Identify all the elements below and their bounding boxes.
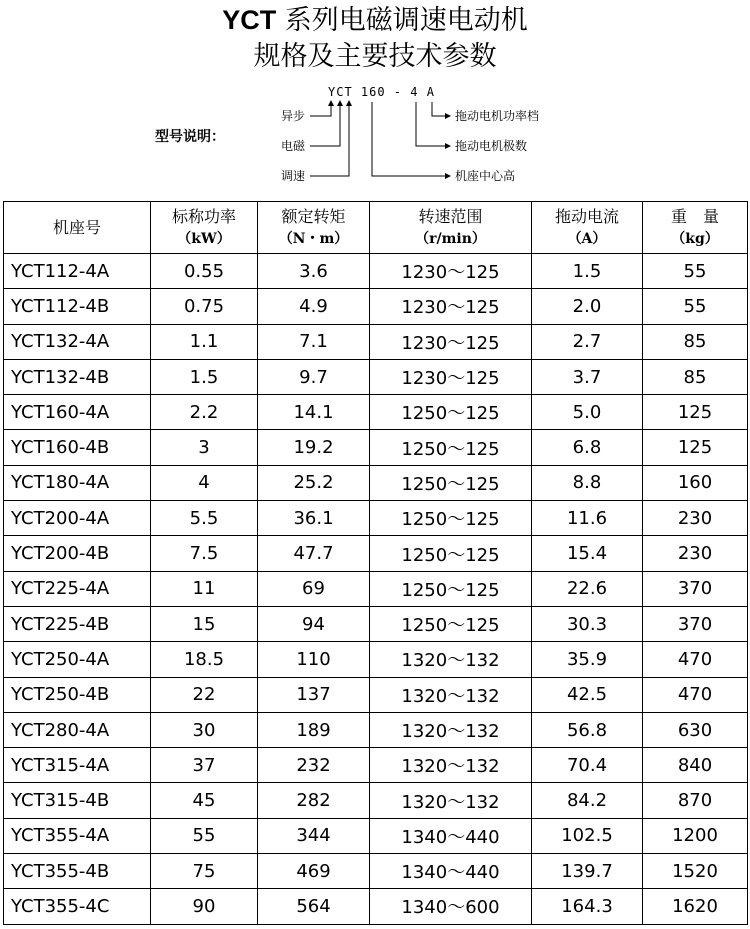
table-row — [4, 571, 748, 606]
cell-power: 90 — [151, 889, 258, 924]
table-body — [4, 254, 748, 925]
header-torque: 额定转矩 （N・m） — [258, 202, 370, 254]
cell-current: 8.8 — [532, 465, 643, 500]
cell-model: YCT355-4C — [4, 889, 151, 924]
cell-current: 42.5 — [532, 677, 643, 712]
cell-model: YCT225-4A — [4, 571, 151, 606]
table-row — [4, 677, 748, 712]
cell-current: 70.4 — [532, 748, 643, 783]
table-row — [4, 359, 748, 394]
cell-current: 3.7 — [532, 359, 643, 394]
table-row — [4, 254, 748, 289]
cell-speed: 1250～125 — [370, 395, 532, 430]
cell-torque: 4.9 — [258, 289, 370, 324]
table-header-row — [4, 202, 748, 254]
cell-weight: 230 — [643, 536, 748, 571]
cell-current: 2.7 — [532, 324, 643, 359]
cell-power: 11 — [151, 571, 258, 606]
cell-speed: 1230～125 — [370, 254, 532, 289]
cell-current: 102.5 — [532, 818, 643, 853]
cell-speed: 1250～125 — [370, 536, 532, 571]
cell-current: 164.3 — [532, 889, 643, 924]
cell-model: YCT250-4B — [4, 677, 151, 712]
table-row — [4, 606, 748, 641]
cell-torque: 282 — [258, 783, 370, 818]
table-row — [4, 501, 748, 536]
model-code-example: YCT 160 - 4 A — [328, 85, 435, 99]
cell-power: 4 — [151, 465, 258, 500]
table-row — [4, 712, 748, 747]
cell-power: 15 — [151, 606, 258, 641]
cell-current: 30.3 — [532, 606, 643, 641]
cell-torque: 3.6 — [258, 254, 370, 289]
cell-speed: 1320～132 — [370, 748, 532, 783]
label-frame-height: 机座中心高 — [455, 169, 516, 183]
table-row — [4, 395, 748, 430]
cell-current: 56.8 — [532, 712, 643, 747]
cell-speed: 1250～125 — [370, 606, 532, 641]
cell-power: 75 — [151, 854, 258, 889]
cell-torque: 69 — [258, 571, 370, 606]
label-pole-count: 拖动电机极数 — [455, 139, 528, 153]
cell-speed: 1250～125 — [370, 430, 532, 465]
cell-power: 22 — [151, 677, 258, 712]
cell-current: 139.7 — [532, 854, 643, 889]
cell-speed: 1320～132 — [370, 783, 532, 818]
table-row — [4, 748, 748, 783]
cell-torque: 9.7 — [258, 359, 370, 394]
cell-weight: 230 — [643, 501, 748, 536]
title-line1-text: 系列电磁调速电动机 — [276, 5, 528, 36]
cell-weight: 870 — [643, 783, 748, 818]
cell-speed: 1230～125 — [370, 324, 532, 359]
cell-model: YCT160-4A — [4, 395, 151, 430]
table-row — [4, 818, 748, 853]
cell-weight: 125 — [643, 430, 748, 465]
cell-model: YCT160-4B — [4, 430, 151, 465]
cell-power: 55 — [151, 818, 258, 853]
cell-torque: 564 — [258, 889, 370, 924]
cell-weight: 1620 — [643, 889, 748, 924]
cell-power: 3 — [151, 430, 258, 465]
cell-model: YCT315-4B — [4, 783, 151, 818]
model-explanation — [0, 82, 750, 194]
cell-weight: 85 — [643, 359, 748, 394]
cell-weight: 1520 — [643, 854, 748, 889]
cell-power: 30 — [151, 712, 258, 747]
cell-model: YCT200-4B — [4, 536, 151, 571]
cell-power: 37 — [151, 748, 258, 783]
cell-power: 1.5 — [151, 359, 258, 394]
cell-speed: 1320～132 — [370, 642, 532, 677]
cell-speed: 1340～600 — [370, 889, 532, 924]
table-row — [4, 430, 748, 465]
table-row — [4, 465, 748, 500]
cell-power: 18.5 — [151, 642, 258, 677]
cell-power: 1.1 — [151, 324, 258, 359]
label-power-grade: 拖动电机功率档 — [455, 109, 540, 123]
cell-current: 1.5 — [532, 254, 643, 289]
cell-weight: 470 — [643, 642, 748, 677]
cell-weight: 1200 — [643, 818, 748, 853]
cell-model: YCT200-4A — [4, 501, 151, 536]
cell-model: YCT280-4A — [4, 712, 151, 747]
cell-current: 15.4 — [532, 536, 643, 571]
cell-torque: 94 — [258, 606, 370, 641]
cell-current: 35.9 — [532, 642, 643, 677]
cell-current: 11.6 — [532, 501, 643, 536]
cell-current: 5.0 — [532, 395, 643, 430]
cell-weight: 370 — [643, 606, 748, 641]
table-row — [4, 536, 748, 571]
cell-weight: 55 — [643, 254, 748, 289]
cell-weight: 470 — [643, 677, 748, 712]
table-row — [4, 783, 748, 818]
cell-speed: 1230～125 — [370, 359, 532, 394]
cell-speed: 1250～125 — [370, 465, 532, 500]
cell-torque: 7.1 — [258, 324, 370, 359]
cell-torque: 110 — [258, 642, 370, 677]
header-frame: 机座号 — [4, 202, 151, 254]
label-tiaosu: 调速 — [281, 169, 306, 183]
cell-model: YCT112-4A — [4, 254, 151, 289]
header-current: 拖动电流 （A） — [532, 202, 643, 254]
cell-power: 2.2 — [151, 395, 258, 430]
cell-power: 5.5 — [151, 501, 258, 536]
header-weight: 重 量 （kg） — [643, 202, 748, 254]
header-speed-range: 转速范围 （r/min） — [370, 202, 532, 254]
cell-torque: 47.7 — [258, 536, 370, 571]
cell-weight: 55 — [643, 289, 748, 324]
cell-weight: 370 — [643, 571, 748, 606]
cell-speed: 1250～125 — [370, 501, 532, 536]
cell-model: YCT315-4A — [4, 748, 151, 783]
cell-model: YCT225-4B — [4, 606, 151, 641]
cell-speed: 1250～125 — [370, 571, 532, 606]
table-row — [4, 642, 748, 677]
cell-power: 45 — [151, 783, 258, 818]
cell-power: 7.5 — [151, 536, 258, 571]
cell-speed: 1340～440 — [370, 818, 532, 853]
cell-weight: 125 — [643, 395, 748, 430]
cell-torque: 469 — [258, 854, 370, 889]
table-row — [4, 289, 748, 324]
cell-torque: 232 — [258, 748, 370, 783]
cell-weight: 160 — [643, 465, 748, 500]
header-power: 标称功率 （kW） — [151, 202, 258, 254]
table-row — [4, 324, 748, 359]
title-prefix: YCT — [222, 5, 277, 35]
cell-torque: 189 — [258, 712, 370, 747]
cell-weight: 840 — [643, 748, 748, 783]
cell-current: 22.6 — [532, 571, 643, 606]
cell-current: 84.2 — [532, 783, 643, 818]
label-dianci: 电磁 — [281, 139, 306, 153]
spec-table — [3, 201, 748, 925]
table-row — [4, 889, 748, 924]
table-row — [4, 854, 748, 889]
cell-torque: 137 — [258, 677, 370, 712]
cell-torque: 25.2 — [258, 465, 370, 500]
cell-current: 2.0 — [532, 289, 643, 324]
cell-model: YCT112-4B — [4, 289, 151, 324]
page-subtitle: 规格及主要技术参数 — [253, 41, 497, 72]
model-explanation-heading: 型号说明： — [155, 129, 225, 145]
cell-model: YCT250-4A — [4, 642, 151, 677]
cell-power: 0.55 — [151, 254, 258, 289]
cell-current: 6.8 — [532, 430, 643, 465]
cell-speed: 1320～132 — [370, 712, 532, 747]
cell-model: YCT355-4A — [4, 818, 151, 853]
cell-torque: 36.1 — [258, 501, 370, 536]
cell-model: YCT180-4A — [4, 465, 151, 500]
cell-power: 0.75 — [151, 289, 258, 324]
cell-speed: 1230～125 — [370, 289, 532, 324]
label-yibu: 异步 — [281, 109, 306, 123]
cell-speed: 1340～440 — [370, 854, 532, 889]
cell-torque: 344 — [258, 818, 370, 853]
cell-model: YCT132-4A — [4, 324, 151, 359]
page-title — [0, 3, 750, 38]
cell-weight: 85 — [643, 324, 748, 359]
cell-torque: 14.1 — [258, 395, 370, 430]
cell-weight: 630 — [643, 712, 748, 747]
cell-torque: 19.2 — [258, 430, 370, 465]
cell-model: YCT132-4B — [4, 359, 151, 394]
cell-speed: 1320～132 — [370, 677, 532, 712]
cell-model: YCT355-4B — [4, 854, 151, 889]
